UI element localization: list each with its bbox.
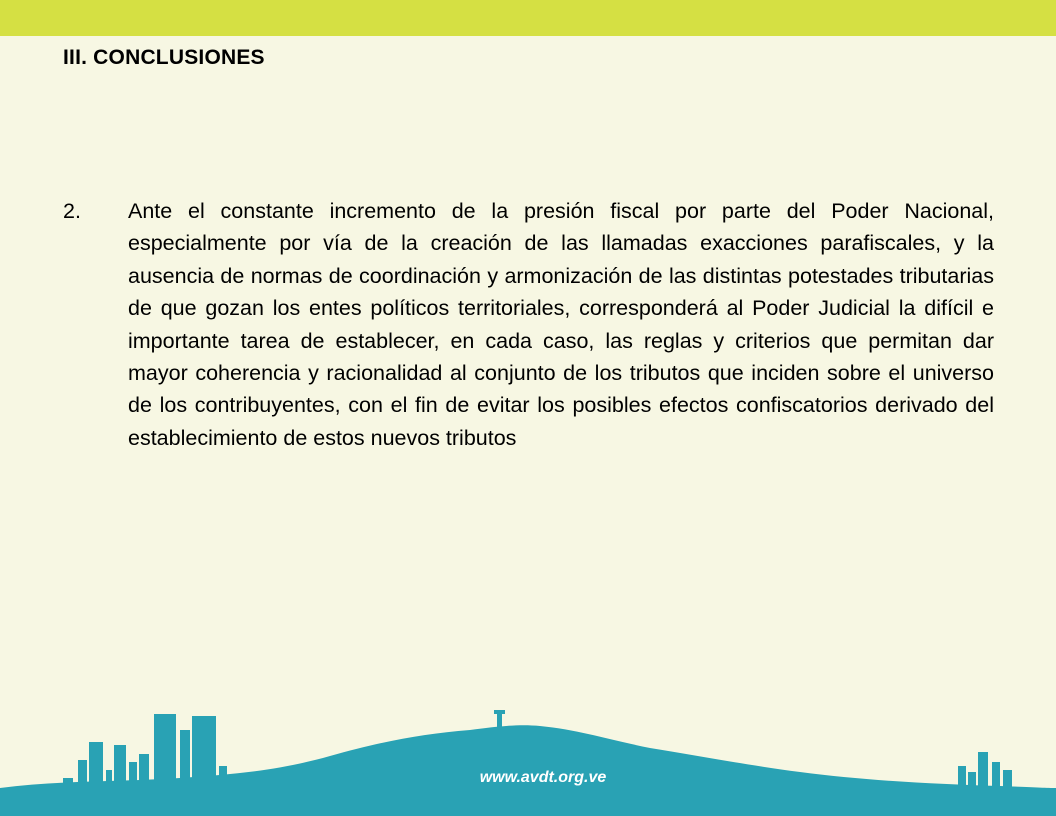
item-text: Ante el constante incremento de la presión fiscal por parte del Poder Nacional, especialmente por vía de la creación de las llamadas exacciones parafiscales, y la ausencia de normas de coordinación y armonización de las distintas potestades tributarias de que gozan los entes políticos territoriales, corresponderá al Poder Judicial la difícil e importante tarea de establecer, en cada caso, las reglas y criterios que permitan dar mayor coherencia y racionalidad al conjunto de los tributos que inciden sobre el universo de los contribuyentes, con el fin de evitar los posibles efectos confiscatorios derivado del establecimiento de estos nuevos tributos — [128, 199, 994, 450]
section-title: III. CONCLUSIONES — [63, 46, 265, 69]
website-url: www.avdt.org.ve — [479, 769, 607, 786]
city-skyline-illustration — [0, 700, 1056, 816]
item-number: 2. — [63, 199, 81, 223]
top-accent-bar — [0, 0, 1056, 36]
